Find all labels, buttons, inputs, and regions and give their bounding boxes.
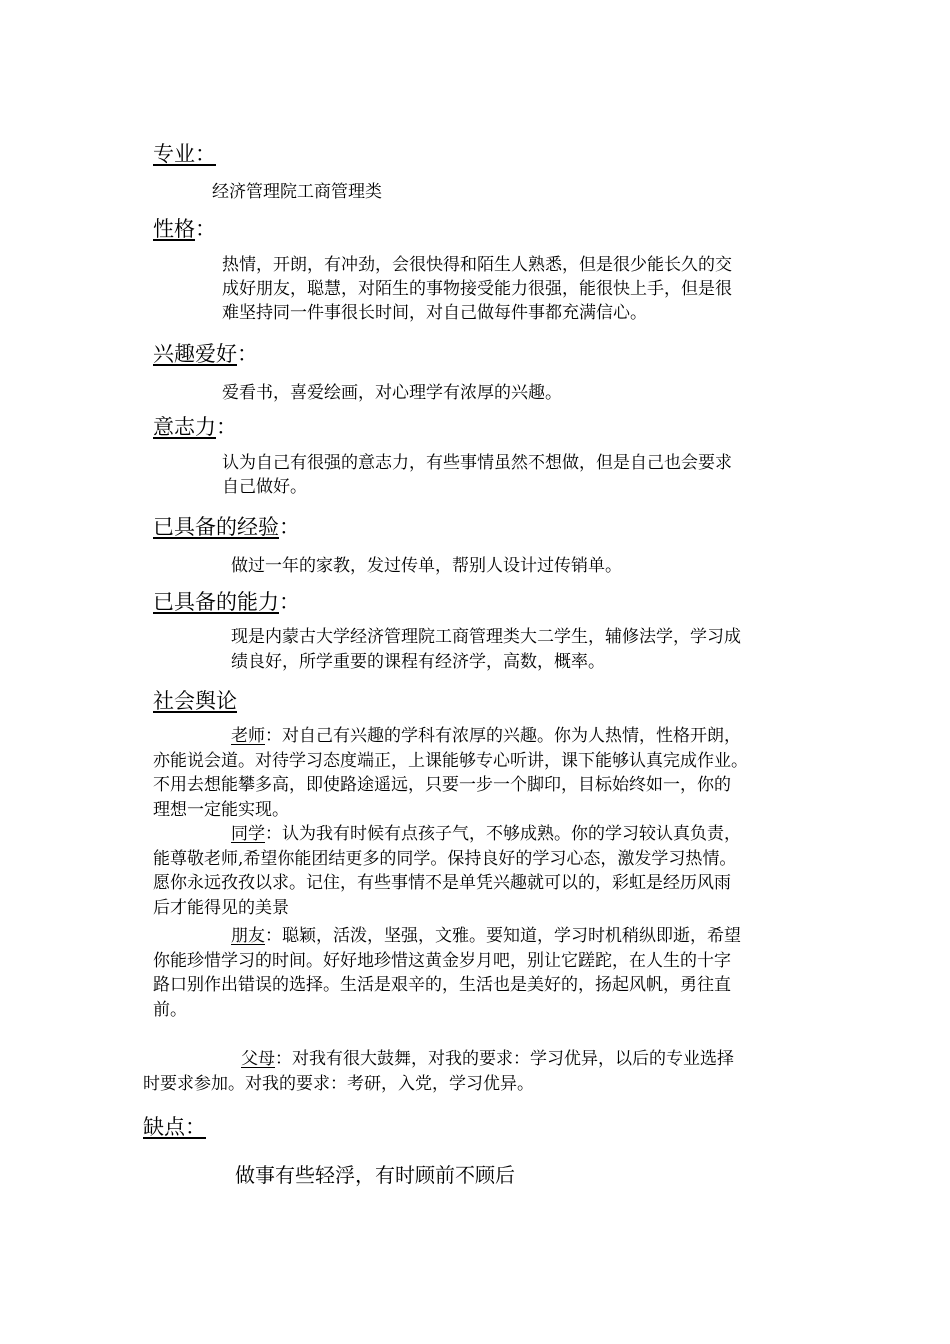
text-line: 亦能说会道。对待学习态度端正，上课能够专心听讲，课下能够认真完成作业。 [153,750,748,771]
text-line: 自己做好。 [222,477,307,497]
text-line: 父母：对我有很大鼓舞，对我的要求：学习优异，以后的专业选择 [241,1049,734,1069]
parents-label: 父母 [241,1049,275,1069]
hobbies-text: 爱看书，喜爱绘画，对心理学有浓厚的兴趣。 [222,383,562,403]
text-line: 同学：认为我有时候有点孩子气，不够成熟。你的学习较认真负责， [231,824,741,844]
classmate-opinion [153,822,741,920]
text-line: 认为自己有很强的意志力，有些事情虽然不想做，但是自己也会要求 [222,453,732,473]
friend-label: 朋友 [231,926,265,946]
text-line: 不用去想能攀多高，即使路途遥远，只要一步一个脚印，目标始终如一，你的 [153,775,731,795]
personality-heading: 性格： [153,217,216,241]
text-line: 时要求参加。对我的要求：考研，入党，学习优异。 [143,1074,534,1094]
opinion-heading: 社会舆论 [153,689,237,713]
shortcomings-text: 做事有些轻浮，有时顾前不顾后 [235,1163,515,1187]
text-line: 热情，开朗，有冲劲，会很快得和陌生人熟悉，但是很少能长久的交 [222,255,732,275]
shortcomings-heading: 缺点： [143,1115,206,1139]
text-line: 路口别作出错误的选择。生活是艰辛的，生活也是美好的，扬起风帆，勇往直 [153,975,731,995]
teacher-opinion [153,724,748,822]
willpower-text [222,451,732,499]
text-line: 老师：对自己有兴趣的学科有浓厚的兴趣。你为人热情，性格开朗， [231,726,741,746]
text-line: 理想一定能实现。 [153,799,289,820]
ability-text [231,625,741,675]
text-line: 愿你永远孜孜以求。记住，有些事情不是单凭兴趣就可以的，彩虹是经历风雨 [153,873,731,893]
friend-opinion [153,924,741,1022]
major-text: 经济管理院工商管理类 [212,182,382,202]
parents-opinion [143,1047,734,1097]
text-line: 前。 [153,999,187,1020]
ability-heading: 已具备的能力： [153,590,300,614]
major-heading: 专业： [153,142,216,166]
text-line: 绩良好，所学重要的课程有经济学，高数，概率。 [231,652,605,672]
classmate-label: 同学 [231,824,265,844]
personality-text [222,253,732,325]
willpower-heading: 意志力： [153,415,237,439]
teacher-label: 老师 [231,726,265,746]
experience-heading: 已具备的经验： [153,515,300,539]
text-line: 成好朋友，聪慧，对陌生的事物接受能力很强，能很快上手，但是很 [222,279,732,299]
text-line: 能尊敬老师,希望你能团结更多的同学。保持良好的学习心态，激发学习热情。 [153,848,737,869]
text-line: 现是内蒙古大学经济管理院工商管理类大二学生，辅修法学，学习成 [231,627,741,647]
text-line: 朋友：聪颖，活泼，坚强，文雅。要知道，学习时机稍纵即逝，希望 [231,926,741,946]
text-line: 你能珍惜学习的时间。好好地珍惜这黄金岁月吧，别让它蹉跎，在人生的十字 [153,950,731,971]
experience-text: 做过一年的家教，发过传单，帮别人设计过传销单。 [231,556,622,576]
text-line: 后才能得见的美景 [153,897,289,918]
text-line: 难坚持同一件事很长时间，对自己做每件事都充满信心。 [222,303,647,323]
hobbies-heading: 兴趣爱好： [153,342,258,366]
